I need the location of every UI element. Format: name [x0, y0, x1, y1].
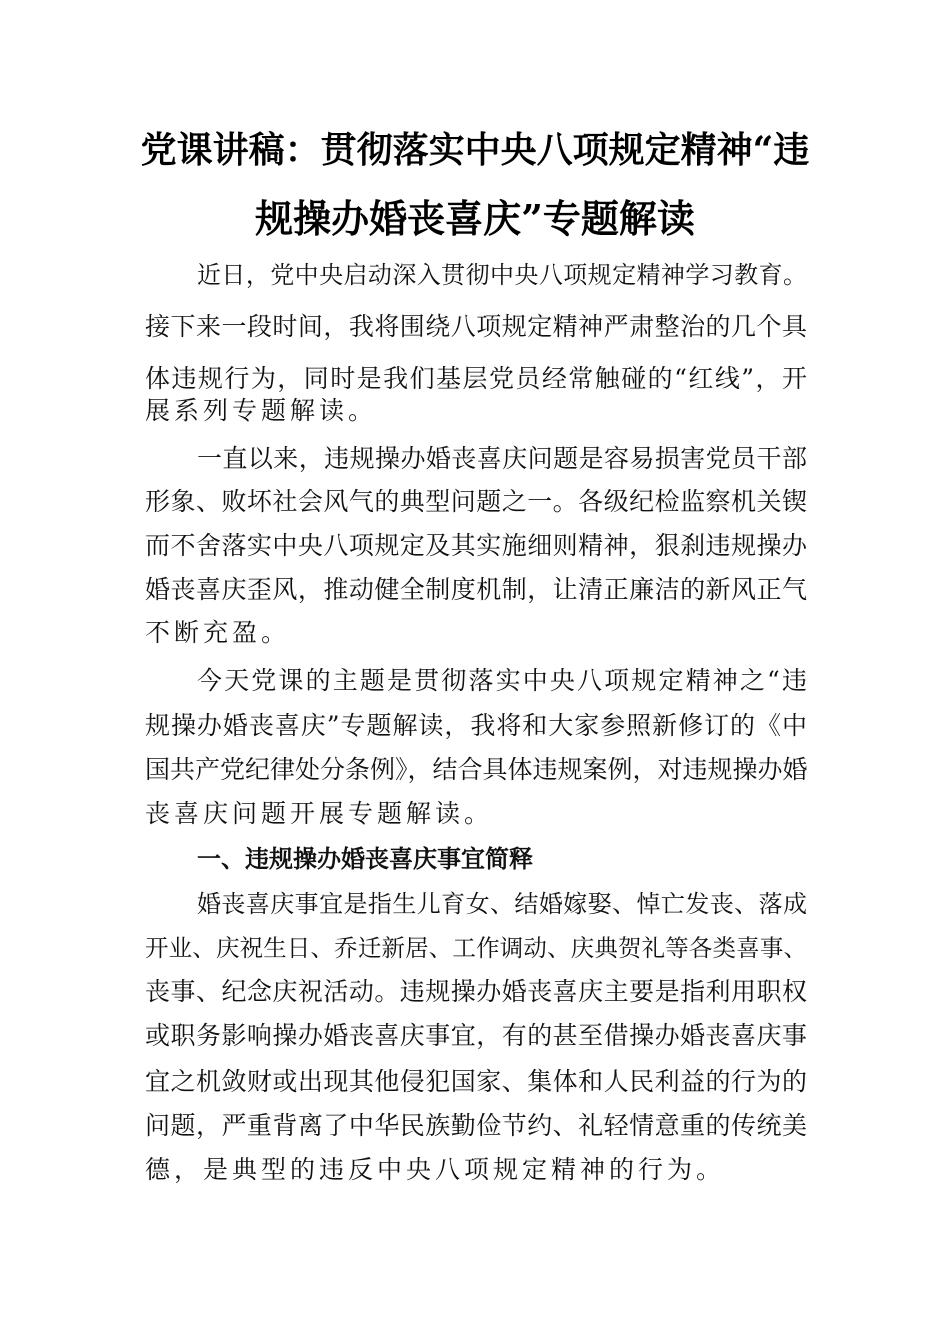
paragraph-4-line-5: 宜之机敛财或出现其他侵犯国家、集体和人民利益的行为的: [145, 1067, 807, 1096]
paragraph-3-line-3: 国共产党纪律处分条例》，结合具体违规案例，对违规操办婚: [145, 755, 808, 784]
paragraph-2-line-1: 一直以来，违规操办婚丧喜庆问题是容易损害党员干部: [197, 444, 807, 473]
paragraph-4-line-6: 问题，严重背离了中华民族勤俭节约、礼轻情意重的传统美: [145, 1111, 807, 1140]
paragraph-2-line-3: 而不舍落实中央八项规定及其实施细则精神，狠刹违规操办: [145, 531, 807, 560]
paragraph-2-line-5: 不断充盈。: [145, 618, 291, 647]
section-heading-1: 一、违规操办婚丧喜庆事宜简释: [197, 845, 533, 873]
paragraph-3-line-2: 规操办婚丧喜庆”专题解读，我将和大家参照新修订的《中: [145, 711, 807, 740]
paragraph-1-line-4: 展系列专题解读。: [145, 396, 378, 425]
paragraph-1-line-1: 近日，党中央启动深入贯彻中央八项规定精神学习教育。: [197, 261, 807, 289]
paragraph-3-line-1: 今天党课的主题是贯彻落实中央八项规定精神之“违: [197, 666, 807, 695]
paragraph-4-line-3: 丧事、纪念庆祝活动。违规操办婚丧喜庆主要是指利用职权: [145, 977, 807, 1006]
paragraph-4-line-2: 开业、庆祝生日、乔迁新居、工作调动、庆典贺礼等各类喜事、: [145, 934, 807, 962]
paragraph-1-line-3: 体违规行为，同时是我们基层党员经常触碰的“红线”，开: [145, 364, 807, 393]
paragraph-1-line-2: 接下来一段时间，我将围绕八项规定精神严肃整治的几个具: [145, 312, 807, 341]
paragraph-4-line-7: 德，是典型的违反中央八项规定精神的行为。: [145, 1155, 726, 1184]
paragraph-2-line-2: 形象、败坏社会风气的典型问题之一。各级纪检监察机关锲: [145, 487, 807, 516]
document-title-line-2: 规操办婚丧喜庆”专题解读: [255, 196, 695, 241]
paragraph-4-line-4: 或职务影响操办婚丧喜庆事宜，有的甚至借操办婚丧喜庆事: [145, 1021, 807, 1050]
paragraph-4-line-1: 婚丧喜庆事宜是指生儿育女、结婚嫁娶、悼亡发丧、落成: [197, 890, 807, 918]
paragraph-2-line-4: 婚丧喜庆歪风，推动健全制度机制，让清正廉洁的新风正气: [145, 575, 807, 604]
document-title-line-1: 党课讲稿：贯彻落实中央八项规定精神“违: [140, 129, 810, 171]
paragraph-3-line-4: 丧喜庆问题开展专题解读。: [145, 799, 494, 828]
